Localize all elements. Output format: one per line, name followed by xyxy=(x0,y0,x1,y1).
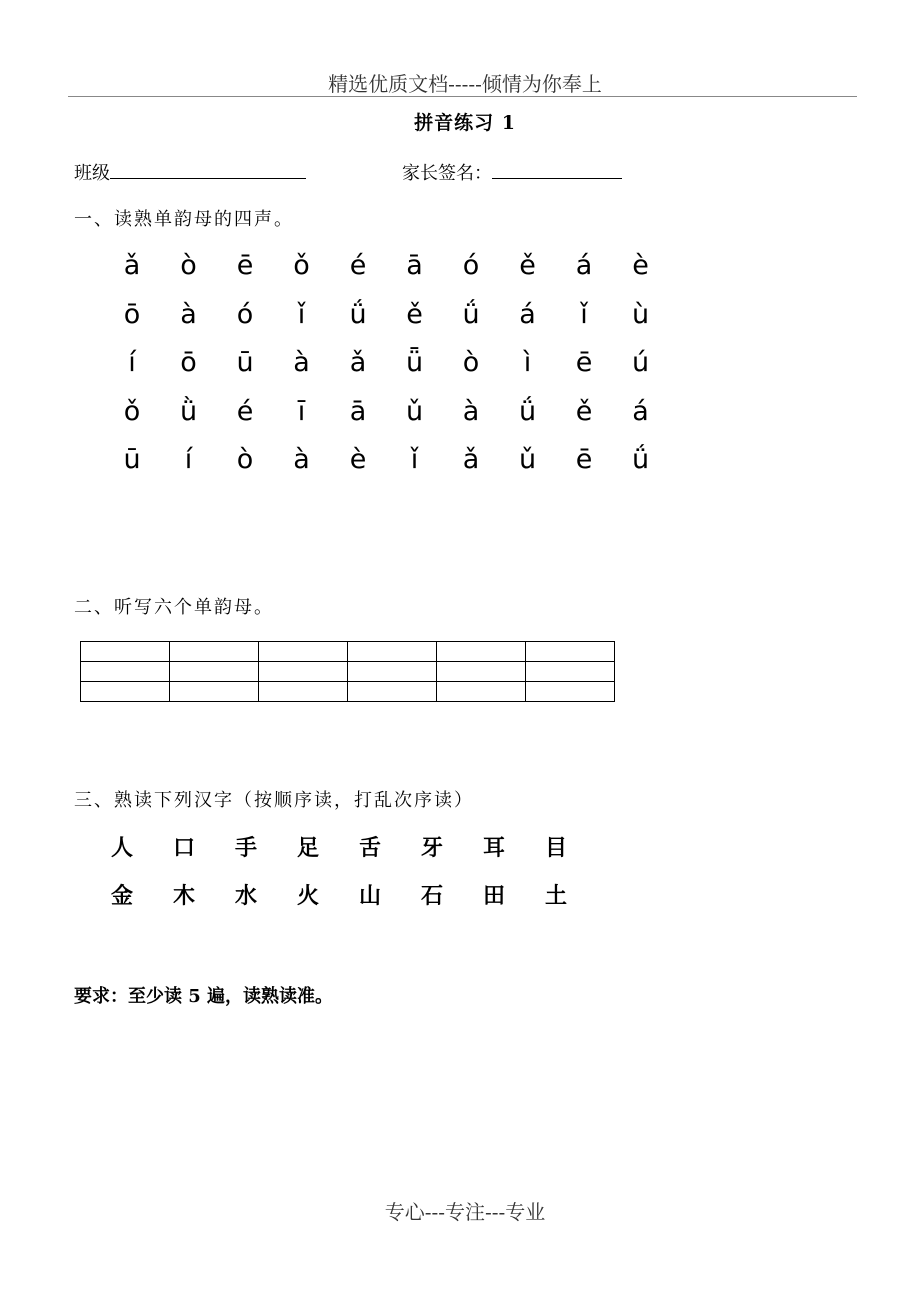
pinyin-row xyxy=(112,345,672,394)
pinyin-syllable: ǖ xyxy=(405,347,424,378)
header-divider xyxy=(68,96,857,97)
parent-signature-blank[interactable] xyxy=(492,158,622,179)
pinyin-syllable: ì xyxy=(523,347,532,378)
hanzi-character: 木 xyxy=(172,883,195,909)
dictation-cell[interactable] xyxy=(437,682,526,702)
hanzi-character: 舌 xyxy=(358,835,381,861)
pinyin-syllable: ō xyxy=(180,347,197,378)
hanzi-character: 金 xyxy=(110,883,133,909)
hanzi-character: 足 xyxy=(296,835,319,861)
pinyin-syllable: à xyxy=(293,347,310,378)
class-field xyxy=(74,158,306,185)
table-row xyxy=(81,682,615,702)
pinyin-syllable: í xyxy=(184,444,193,475)
dictation-cell[interactable] xyxy=(259,642,348,662)
pinyin-syllable: é xyxy=(236,395,254,427)
header-title: 精选优质文档-----倾情为你奉上 xyxy=(328,72,602,96)
pinyin-syllable: í xyxy=(128,347,136,378)
pinyin-syllable: è xyxy=(632,250,649,281)
hanzi-character: 牙 xyxy=(420,835,443,861)
hanzi-character: 火 xyxy=(296,883,319,909)
pinyin-syllable: ě xyxy=(406,298,423,330)
section-1-heading: 一、读熟单韵母的四声。 xyxy=(74,209,294,230)
hanzi-character: 石 xyxy=(420,883,443,909)
requirement-note: 要求：至少读 5 遍，读熟读准。 xyxy=(74,986,334,1007)
pinyin-syllable: ǐ xyxy=(297,298,306,330)
document-title: 拼音练习 1 xyxy=(414,112,516,134)
pinyin-syllable: ò xyxy=(236,444,254,475)
pinyin-syllable: ū xyxy=(123,444,141,475)
dictation-cell[interactable] xyxy=(526,682,615,702)
pinyin-syllable: ǜ xyxy=(179,395,198,427)
pinyin-syllable: ī xyxy=(297,395,306,427)
pinyin-syllable: ǘ xyxy=(518,395,537,427)
pinyin-syllable: ě xyxy=(519,250,536,281)
dictation-cell[interactable] xyxy=(526,662,615,682)
pinyin-syllable: ū xyxy=(236,347,254,378)
dictation-cell[interactable] xyxy=(170,642,259,662)
pinyin-syllable: á xyxy=(632,395,649,427)
pinyin-syllable: ǒ xyxy=(123,395,141,427)
pinyin-syllable: ē xyxy=(575,347,593,378)
pinyin-syllable: ǘ xyxy=(631,444,650,475)
dictation-table xyxy=(80,641,615,702)
dictation-cell[interactable] xyxy=(81,662,170,682)
footer-text: 专心---专注---专业 xyxy=(384,1200,546,1224)
pinyin-syllable: ǎ xyxy=(462,444,480,475)
hanzi-row xyxy=(102,831,582,865)
pinyin-syllable: ǒ xyxy=(293,250,310,281)
dictation-cell[interactable] xyxy=(81,642,170,662)
pinyin-syllable: ǔ xyxy=(405,395,424,427)
dictation-cell[interactable] xyxy=(526,642,615,662)
pinyin-syllable: ǎ xyxy=(349,347,367,378)
dictation-cell[interactable] xyxy=(437,642,526,662)
section-3-heading: 三、熟读下列汉字（按顺序读，打乱次序读） xyxy=(74,790,474,811)
hanzi-character: 口 xyxy=(172,835,195,861)
parent-signature-label: 家长签名： xyxy=(402,163,492,184)
pinyin-syllable: à xyxy=(462,395,480,427)
dictation-cell[interactable] xyxy=(437,662,526,682)
pinyin-syllable: ē xyxy=(236,250,254,281)
table-row xyxy=(81,662,615,682)
pinyin-row xyxy=(112,442,672,491)
parent-signature-field xyxy=(402,158,622,185)
pinyin-syllable: ò xyxy=(180,250,197,281)
pinyin-syllable: é xyxy=(349,250,367,281)
pinyin-syllable: ù xyxy=(631,298,650,330)
hanzi-character: 水 xyxy=(234,883,257,909)
dictation-cell[interactable] xyxy=(259,682,348,702)
pinyin-grid xyxy=(112,248,672,491)
pinyin-syllable: ō xyxy=(123,298,141,330)
pinyin-syllable: ǘ xyxy=(349,298,367,330)
hanzi-character: 目 xyxy=(544,835,567,861)
dictation-cell[interactable] xyxy=(170,682,259,702)
hanzi-character: 耳 xyxy=(482,835,505,861)
dictation-cell[interactable] xyxy=(348,682,437,702)
pinyin-syllable: ú xyxy=(631,347,650,378)
pinyin-syllable: á xyxy=(575,250,593,281)
hanzi-character: 人 xyxy=(110,835,133,861)
pinyin-row xyxy=(112,297,672,346)
hanzi-row xyxy=(102,879,582,913)
pinyin-syllable: ǘ xyxy=(462,298,480,330)
dictation-cell[interactable] xyxy=(348,662,437,682)
pinyin-syllable: ā xyxy=(349,395,367,427)
pinyin-syllable: ǐ xyxy=(580,298,588,330)
pinyin-syllable: ǐ xyxy=(410,444,419,475)
pinyin-row xyxy=(112,394,672,443)
dictation-cell[interactable] xyxy=(81,682,170,702)
pinyin-syllable: ē xyxy=(575,444,593,475)
pinyin-syllable: ó xyxy=(462,250,480,281)
pinyin-syllable: ě xyxy=(575,395,593,427)
dictation-cell[interactable] xyxy=(170,662,259,682)
pinyin-syllable: à xyxy=(293,444,310,475)
hanzi-character: 田 xyxy=(482,883,505,909)
class-label: 班级 xyxy=(74,163,110,184)
pinyin-row xyxy=(112,248,672,297)
table-row xyxy=(81,642,615,662)
dictation-cell[interactable] xyxy=(259,662,348,682)
hanzi-character: 山 xyxy=(358,883,381,909)
dictation-cell[interactable] xyxy=(348,642,437,662)
pinyin-syllable: ò xyxy=(462,347,480,378)
pinyin-syllable: á xyxy=(519,298,536,330)
pinyin-syllable: è xyxy=(349,444,367,475)
pinyin-syllable: à xyxy=(180,298,197,330)
pinyin-syllable: ǎ xyxy=(123,250,141,281)
class-blank[interactable] xyxy=(110,158,306,179)
hanzi-character: 土 xyxy=(544,883,567,909)
pinyin-syllable: ǔ xyxy=(518,444,537,475)
pinyin-syllable: ā xyxy=(406,250,423,281)
section-2-heading: 二、听写六个单韵母。 xyxy=(74,597,274,618)
hanzi-character: 手 xyxy=(234,835,257,861)
pinyin-syllable: ó xyxy=(236,298,254,330)
